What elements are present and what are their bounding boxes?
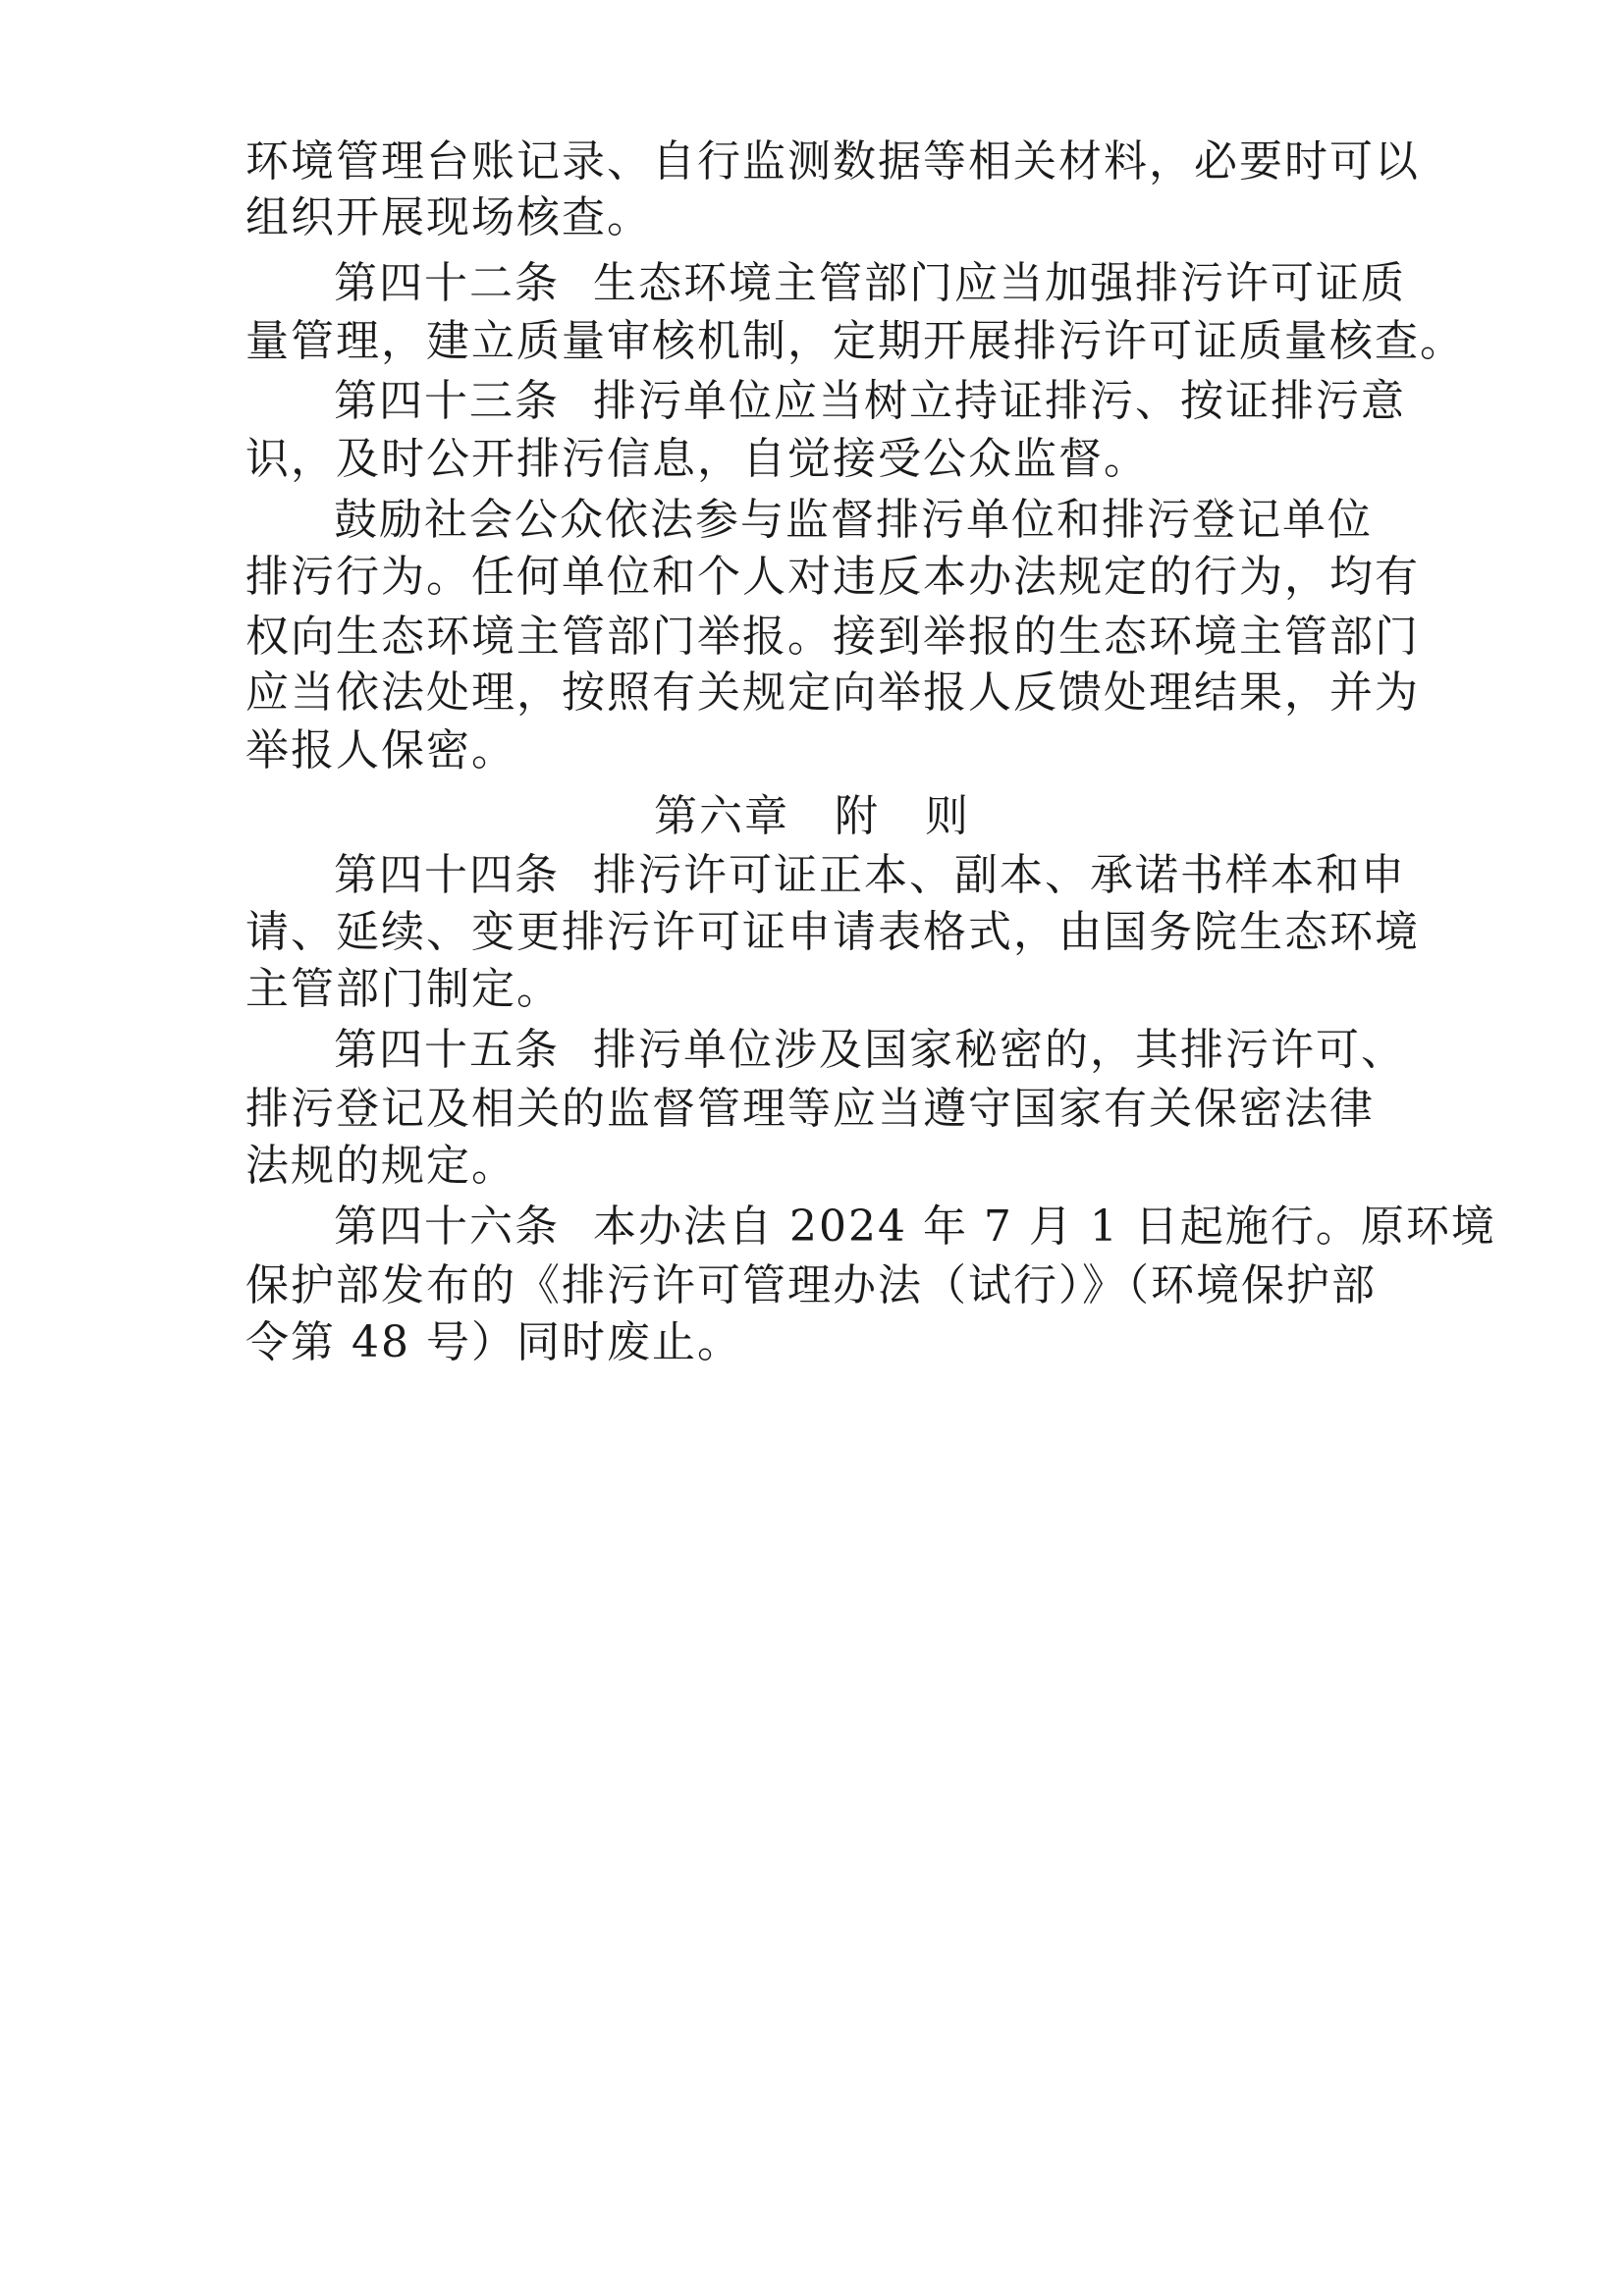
paragraph-line: 量管理，建立质量审核机制，定期开展排污许可证质量核查。 [245,316,1465,366]
article-label: 第四十二条 [334,258,560,308]
article-text: 本办法自 2024 年 7 月 1 日起施行。原环境 [593,1201,1496,1252]
chapter-heading: 第六章 附 则 [654,791,970,841]
article-text: 生态环境主管部门应当加强排污许可证质 [593,258,1406,308]
paragraph-line: 排污行为。任何单位和个人对违反本办法规定的行为，均有 [245,552,1420,602]
article-text: 排污单位应当树立持证排污、按证排污意 [593,376,1406,426]
paragraph-line: 组织开展现场核查。 [245,192,652,242]
paragraph-line: 识，及时公开排污信息，自觉接受公众监督。 [245,434,1149,484]
paragraph-line: 令第 48 号）同时废止。 [245,1317,742,1367]
paragraph-line: 鼓励社会公众依法参与监督排污单位和排污登记单位 [334,495,1373,545]
paragraph-line: 主管部门制定。 [245,964,562,1014]
paragraph-line: 应当依法处理，按照有关规定向举报人反馈处理结果，并为 [245,667,1420,718]
article-label: 第四十五条 [334,1025,560,1075]
paragraph-line: 举报人保密。 [245,725,516,775]
paragraph-line: 环境管理台账记录、自行监测数据等相关材料，必要时可以 [245,136,1420,187]
article-text: 排污许可证正本、副本、承诺书样本和申 [593,850,1406,900]
paragraph-line: 请、延续、变更排污许可证申请表格式，由国务院生态环境 [245,907,1420,957]
article-43-first-line [334,372,1406,431]
paragraph-line: 保护部发布的《排污许可管理办法（试行）》（环境保护部 [245,1260,1377,1310]
article-46-first-line [334,1198,1496,1256]
article-label: 第四十三条 [334,376,560,426]
article-44-first-line [334,846,1406,905]
article-label: 第四十六条 [334,1201,560,1252]
article-42-first-line [334,254,1406,313]
article-45-first-line [334,1021,1406,1080]
paragraph-line: 权向生态环境主管部门举报。接到举报的生态环境主管部门 [245,612,1420,662]
article-label: 第四十四条 [334,850,560,900]
paragraph-line: 排污登记及相关的监督管理等应当遵守国家有关保密法律 [245,1084,1375,1134]
paragraph-line: 法规的规定。 [245,1141,516,1191]
article-text: 排污单位涉及国家秘密的，其排污许可、 [593,1025,1406,1075]
